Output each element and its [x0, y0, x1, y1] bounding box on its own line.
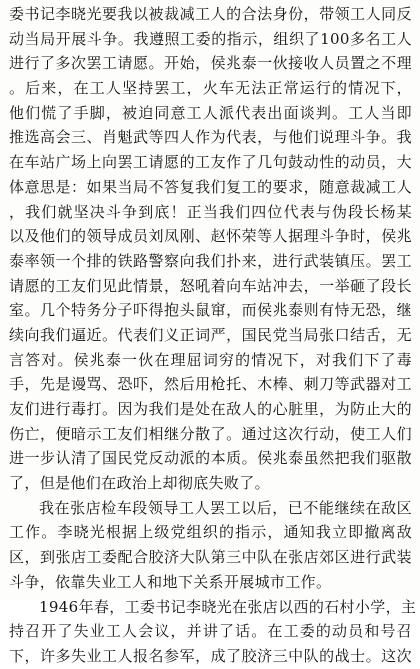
text-line: ，我们就坚决斗争到底！正当我们四位代表与伪段长杨某 [9, 202, 412, 221]
text-line: 动当局开展斗争。我遵照工委的指示，组织了100多名工人 [9, 29, 412, 48]
paragraph-withdrawal [9, 496, 412, 595]
text-line: 推选高会三、肖魁武等四人作为代表，与他们说理斗争。我 [9, 128, 412, 147]
text-line: 他们慌了手脚，被迫同意工人派代表出面谈判。工人当即 [9, 103, 412, 122]
text-line: 了，但是他们在政治上却彻底失败了。 [9, 474, 270, 493]
text-line: 区，到张店工委配合胶济大队第三中队在张店郊区进行武装 [9, 548, 412, 567]
text-line: 友们进行毒打。因为我们是处在敌人的心脏里，为防止大的 [9, 400, 412, 418]
text-line: 在车站广场上向罢工请愿的工友作了几句鼓动性的动员，大 [9, 153, 412, 172]
text-line: 。后来，在工人坚持罢工，火车无法正常运行的情况下， [9, 79, 412, 98]
text-line: 手，先是谩骂、恐吓，然后用枪托、木棒、刺刀等武器对工 [9, 375, 412, 394]
text-line: 伤亡，便暗示工友们相继分散了。通过这次行动，使工人们 [9, 424, 412, 443]
text-line: 体意思是：如果当局不答复我们复工的要求，随意裁减工人 [9, 177, 412, 196]
paragraph-strike [9, 2, 412, 496]
text-line: 以及他们的领导成员刘凤刚、赵怀荣等人据理斗争时，侯兆 [9, 227, 412, 246]
text-line: 言答对。侯兆泰一伙在理屈词穷的情况下，对我们下了毒 [9, 350, 412, 369]
text-line: 斗争，依靠失业工人和地下关系开展城市工作。 [9, 572, 332, 591]
text-line: 下，许多失业工人报名参军，成了胶济三中队的战士。这次 [9, 646, 412, 665]
text-line: 进行了多次罢工请愿。开始，侯兆泰一伙接收人员置之不理 [9, 54, 412, 73]
text-line: 1946年春，工委书记李晓光在张店以西的石村小学，主 [39, 597, 417, 616]
text-line: 泰率领一个排的铁路警察向我们扑来，进行武装镇压。罢工 [9, 251, 412, 270]
text-line: 续向我们逼近。代表们义正词严，国民党当局张口结舌，无 [9, 325, 412, 344]
text-line: 请愿的工友们见此情景，怒吼着向车站冲去，一举砸了段长 [9, 276, 412, 295]
text-line: 持召开了失业工人会议，并讲了话。在工委的动员和号召 [9, 622, 412, 641]
text-line: 室。几个特务分子吓得抱头鼠窜，而侯兆泰则有恃无恐，继 [9, 301, 412, 320]
text-line: 我在张店检车段领导工人罢工以后，已不能继续在敌区 [39, 498, 412, 517]
text-line: 委书记李晓光要我以被裁减工人的合法身份，带领工人同反 [9, 5, 412, 23]
text-line: 进一步认清了国民党反动派的本质。侯兆泰虽然把我们驱散 [9, 449, 412, 468]
text-line: 工作。李晓光根据上级党组织的指示，通知我立即撤离敌 [9, 523, 412, 542]
paragraph-1946-meeting [9, 595, 417, 669]
